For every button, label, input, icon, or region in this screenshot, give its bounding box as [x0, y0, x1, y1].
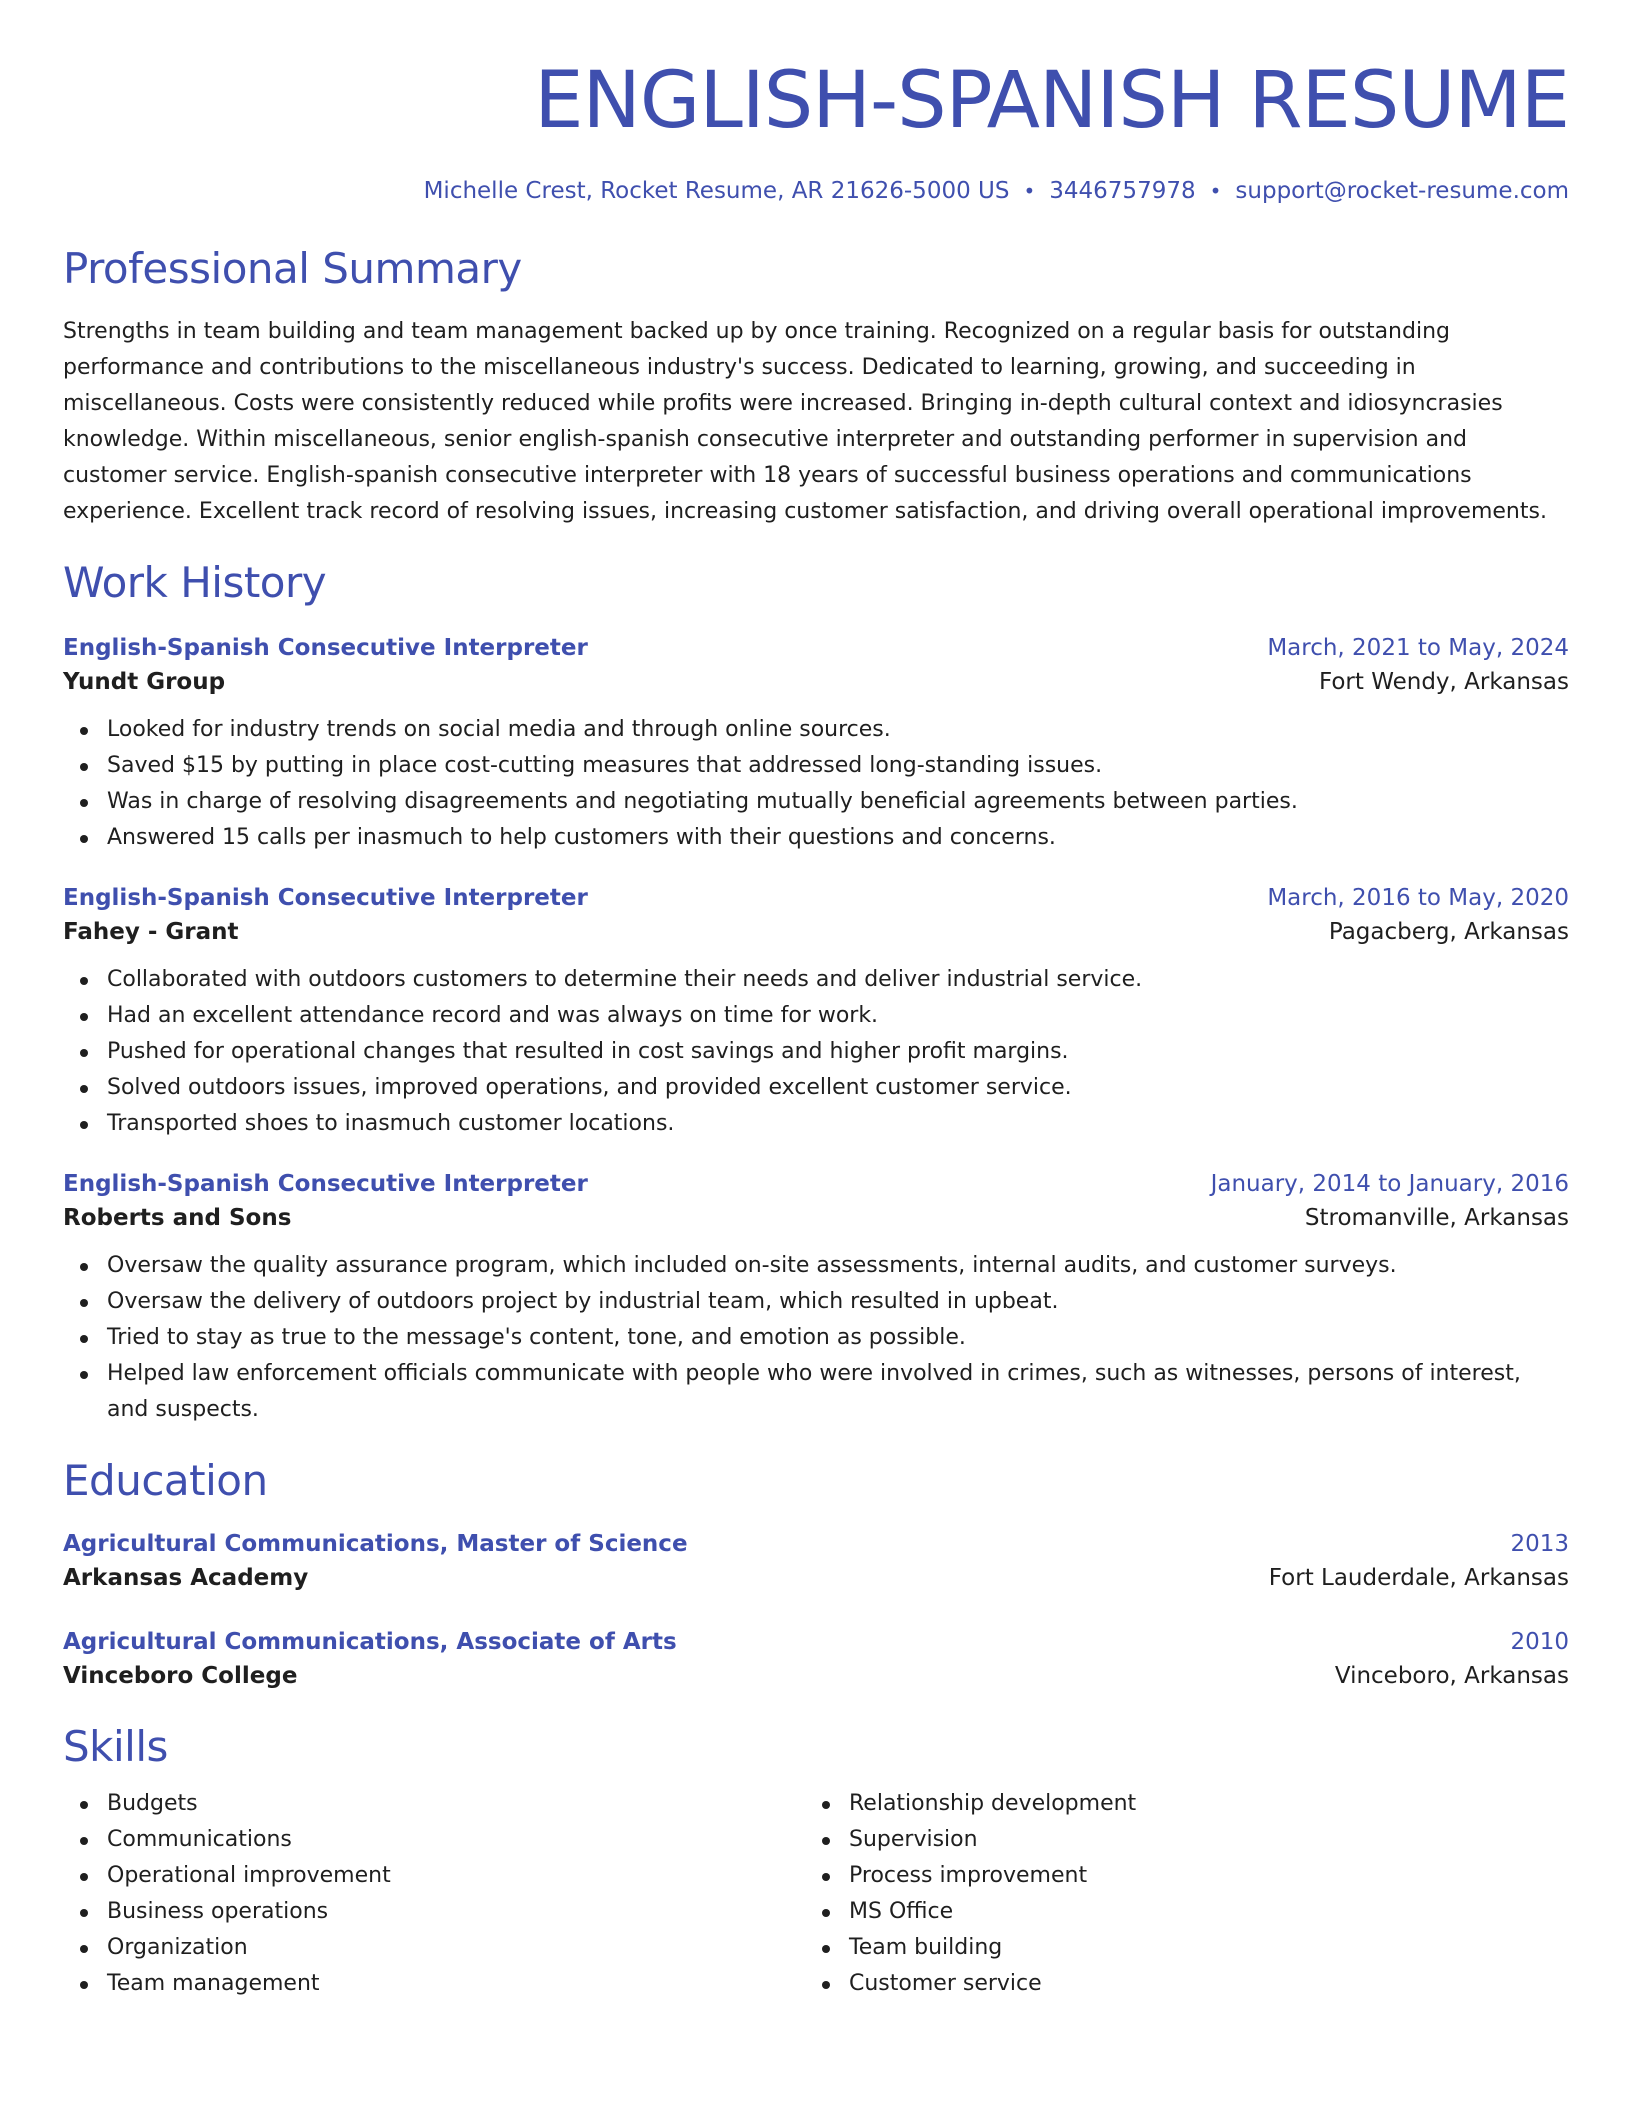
- skill-item: Customer service: [849, 1966, 1529, 2002]
- skills-list-left: [63, 1786, 805, 2002]
- work-history-section: [63, 557, 1569, 1428]
- job-bullet: Transported shoes to inasmuch customer locations.: [107, 1106, 1569, 1142]
- education-header-row: [63, 1626, 1569, 1658]
- job-bullet: Helped law enforcement officials communicate with people who were involved in crimes, such as witnesses, persons of interest, and suspects.: [107, 1356, 1569, 1428]
- job-entry: [63, 882, 1569, 1142]
- education-year: 2013: [1510, 1531, 1569, 1558]
- education-section: [63, 1455, 1569, 1694]
- job-location: Pagacberg, Arkansas: [1328, 918, 1569, 945]
- skill-item: Budgets: [107, 1786, 787, 1822]
- skill-item: Relationship development: [849, 1786, 1529, 1822]
- skill-item: Business operations: [107, 1894, 787, 1930]
- skills-column-right: [805, 1786, 1547, 2002]
- job-dates: March, 2016 to May, 2020: [1267, 884, 1569, 911]
- job-bullet: Was in charge of resolving disagreements and negotiating mutually beneficial agreements between parties.: [107, 784, 1569, 820]
- job-bullet: Oversaw the delivery of outdoors project by industrial team, which resulted in upbeat.: [107, 1284, 1569, 1320]
- skills-column-left: [63, 1786, 805, 2002]
- job-bullets: [63, 962, 1569, 1142]
- skills-list-right: [805, 1786, 1547, 2002]
- skills-section: [63, 1724, 1569, 2002]
- job-company-row: [63, 914, 1569, 950]
- job-bullet: Solved outdoors issues, improved operations, and provided excellent customer service.: [107, 1070, 1569, 1106]
- section-title-work-history: Work History: [63, 557, 327, 607]
- education-entry: [63, 1626, 1569, 1694]
- contact-email: support@rocket-resume.com: [1235, 178, 1569, 204]
- education-school: Vinceboro College: [63, 1663, 298, 1690]
- skill-item: Supervision: [849, 1822, 1529, 1858]
- skill-item: Organization: [107, 1930, 787, 1966]
- job-location: Stromanville, Arkansas: [1304, 1204, 1569, 1231]
- skill-item: Operational improvement: [107, 1858, 787, 1894]
- education-entry: [63, 1528, 1569, 1596]
- job-bullet: Oversaw the quality assurance program, which included on-site assessments, internal audits, and customer surveys.: [107, 1248, 1569, 1284]
- job-entry: [63, 632, 1569, 856]
- job-bullet: Collaborated with outdoors customers to determine their needs and deliver industrial service.: [107, 962, 1569, 998]
- job-company: Roberts and Sons: [63, 1204, 292, 1231]
- job-bullets: [63, 1248, 1569, 1428]
- education-school: Arkansas Academy: [63, 1565, 309, 1592]
- skill-item: Communications: [107, 1822, 787, 1858]
- job-bullets: [63, 712, 1569, 856]
- job-bullet: Looked for industry trends on social media and through online sources.: [107, 712, 1569, 748]
- job-header-row: [63, 1168, 1569, 1200]
- education-location: Vinceboro, Arkansas: [1334, 1663, 1569, 1690]
- skill-item: Team management: [107, 1966, 787, 2002]
- contact-address: Michelle Crest, Rocket Resume, AR 21626-5000 US: [423, 178, 1010, 204]
- resume-header: [63, 56, 1569, 206]
- education-year: 2010: [1510, 1629, 1569, 1656]
- job-bullet: Tried to stay as true to the message's content, tone, and emotion as possible.: [107, 1320, 1569, 1356]
- contact-phone: 3446757978: [1049, 178, 1196, 204]
- job-header-row: [63, 632, 1569, 664]
- job-header-row: [63, 882, 1569, 914]
- job-bullet: Answered 15 calls per inasmuch to help customers with their questions and concerns.: [107, 820, 1569, 856]
- education-degree: Agricultural Communications, Associate of Arts: [63, 1629, 677, 1656]
- job-company-row: [63, 664, 1569, 700]
- job-entry: [63, 1168, 1569, 1428]
- section-title-summary: Professional Summary: [63, 243, 522, 293]
- education-degree: Agricultural Communications, Master of Science: [63, 1531, 688, 1558]
- education-location: Fort Lauderdale, Arkansas: [1268, 1565, 1569, 1592]
- job-bullet: Had an excellent attendance record and was always on time for work.: [107, 998, 1569, 1034]
- job-title: English-Spanish Consecutive Interpreter: [63, 1170, 588, 1197]
- skill-item: MS Office: [849, 1894, 1529, 1930]
- job-company-row: [63, 1200, 1569, 1236]
- job-bullet: Saved $15 by putting in place cost-cutting measures that addressed long-standing issues.: [107, 748, 1569, 784]
- skill-item: Process improvement: [849, 1858, 1529, 1894]
- job-location: Fort Wendy, Arkansas: [1318, 668, 1569, 695]
- skill-item: Team building: [849, 1930, 1529, 1966]
- summary-section: [63, 243, 1569, 530]
- summary-text: Strengths in team building and team management backed up by once training. Recognized on a regular basis for outstanding performance and contributions to the miscellaneous industry's success. Dedicated to learning, growing, and succeeding in miscellaneous. Costs were consistently reduced while profits were increased. Bringing in-depth cultural context and idiosyncrasies knowledge. Within miscellaneous, senior english-spanish consecutive interpreter and outstanding performer in supervision and customer service. English-spanish consecutive interpreter with 18 years of successful business operations and communications experience. Excellent track record of resolving issues, increasing customer satisfaction, and driving overall operational improvements.: [63, 318, 1547, 524]
- section-title-education: Education: [63, 1455, 268, 1505]
- section-title-skills: Skills: [63, 1722, 168, 1772]
- contact-separator: •: [1209, 179, 1222, 203]
- job-title: English-Spanish Consecutive Interpreter: [63, 884, 588, 911]
- education-school-row: [63, 1658, 1569, 1694]
- education-header-row: [63, 1528, 1569, 1560]
- job-title: English-Spanish Consecutive Interpreter: [63, 634, 588, 661]
- job-dates: March, 2021 to May, 2024: [1267, 634, 1569, 661]
- skills-grid: [63, 1786, 1569, 2002]
- contact-separator: •: [1023, 179, 1036, 203]
- job-dates: January, 2014 to January, 2016: [1210, 1170, 1569, 1197]
- job-company: Yundt Group: [63, 668, 226, 695]
- job-company: Fahey - Grant: [63, 918, 239, 945]
- contact-line: [63, 178, 1569, 206]
- education-school-row: [63, 1560, 1569, 1596]
- job-bullet: Pushed for operational changes that resulted in cost savings and higher profit margins.: [107, 1034, 1569, 1070]
- resume-title: ENGLISH-SPANISH RESUME: [534, 56, 1569, 146]
